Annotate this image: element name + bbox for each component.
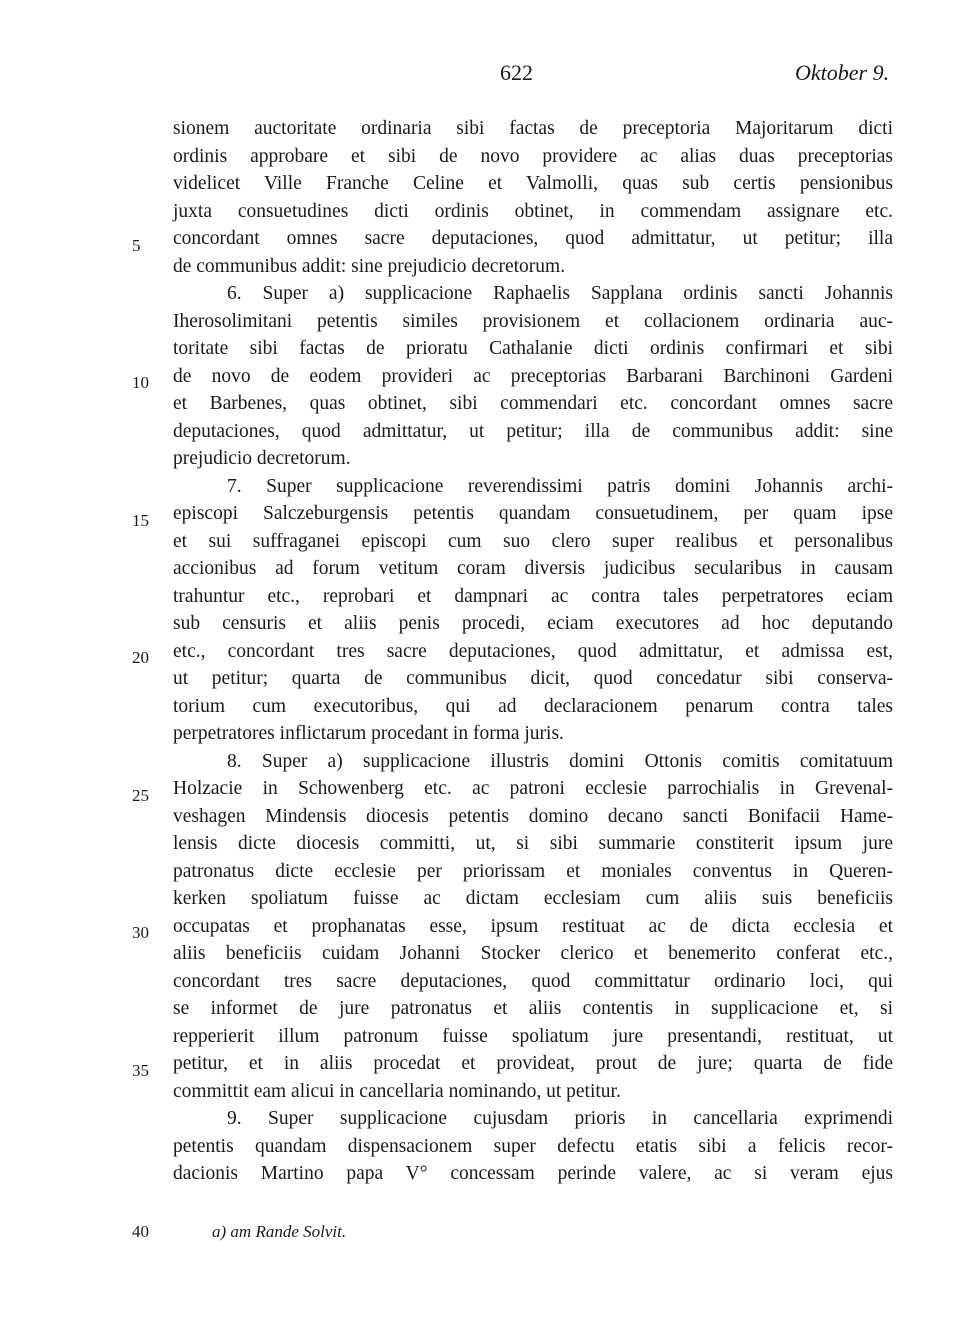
text-line: prejudicio decretorum.: [173, 448, 351, 469]
text-line: de communibus addit: sine prejudicio decretorum.: [173, 255, 566, 277]
text-line: episcopi Salczeburgensis petentis quandam consuetudinem, per quam ipse: [173, 503, 893, 524]
text-line: etc., concordant tres sacre deputaciones, quod admittatur, et admissa est,: [173, 640, 893, 662]
text-line: dacionis Martino papa V° concessam perinde valere, ac si veram ejus: [173, 1163, 893, 1184]
text-line: se informet de jure patronatus et aliis contentis in supplicacione et, si: [173, 998, 893, 1019]
text-line: deputaciones, quod admittatur, ut petitur; illa de communibus addit: sine: [173, 420, 893, 442]
line-number: 25: [132, 786, 149, 805]
text-line: concordant omnes sacre deputaciones, quod admittatur, ut petitur; illa: [173, 228, 893, 249]
text-line: torium cum executoribus, qui ad declaracionem penarum contra tales: [173, 695, 893, 717]
footnote-line-number: 40: [132, 1222, 149, 1241]
text-line: kerken spoliatum fuisse ac dictam ecclesiam cum aliis suis beneficiis: [173, 888, 893, 909]
text-line: veshagen Mindensis diocesis petentis domino decano sancti Bonifacii Hame-: [173, 805, 893, 827]
text-line: Holzacie in Schowenberg etc. ac patroni ecclesie parrochialis in Grevenal-: [173, 778, 893, 799]
body-text: [173, 115, 893, 1188]
line-number: 20: [132, 648, 149, 667]
text-line: 6. Super a) supplicacione Raphaelis Sapplana ordinis sancti Johannis: [227, 283, 893, 304]
text-line: 8. Super a) supplicacione illustris domini Ottonis comitis comitatuum: [227, 750, 893, 772]
text-line: sub censuris et aliis penis procedi, eciam executores ad hoc deputando: [173, 613, 893, 634]
text-line: perpetratores inflictarum procedant in forma juris.: [173, 723, 564, 744]
text-line: lensis dicte diocesis committi, ut, si sibi summarie constiterit ipsum jure: [173, 833, 893, 854]
line-number: 15: [132, 511, 149, 530]
text-line: trahuntur etc., reprobari et dampnari ac contra tales perpetratores eciam: [173, 585, 893, 607]
text-line: de novo de eodem provideri ac preceptorias Barbarani Barchinoni Gardeni: [173, 365, 893, 387]
text-line: Iherosolimitani petentis similes provisionem et collacionem ordinaria auc-: [173, 310, 893, 332]
text-line: repperierit illum patronum fuisse spoliatum jure presentandi, restituat, ut: [173, 1025, 893, 1047]
text-line: ordinis approbare et sibi de novo providere ac alias duas preceptorias: [173, 145, 893, 167]
text-line: sionem auctoritate ordinaria sibi factas de preceptoria Majoritarum dicti: [173, 118, 893, 139]
text-line: juxta consuetudines dicti ordinis obtinet, in commendam assignare etc.: [173, 200, 893, 222]
page-date-header: Oktober 9.: [795, 60, 890, 85]
text-line: aliis beneficiis cuidam Johanni Stocker clerico et benemerito conferat etc.,: [173, 943, 893, 964]
text-line: 7. Super supplicacione reverendissimi patris domini Johannis archi-: [227, 475, 893, 497]
text-line: petentis quandam dispensacionem super defectu etatis sibi a felicis recor-: [173, 1135, 893, 1157]
text-line: ut petitur; quarta de communibus dicit, quod concedatur sibi conserva-: [173, 668, 893, 689]
text-line: 9. Super supplicacione cujusdam prioris in cancellaria exprimendi: [227, 1108, 893, 1129]
line-number: 5: [132, 236, 141, 255]
line-number: 10: [132, 373, 149, 392]
line-number: 30: [132, 923, 149, 942]
text-line: patronatus dicte ecclesie per priorissam et moniales conventus in Queren-: [173, 860, 893, 882]
text-line: occupatas et prophanatas esse, ipsum restituat ac de dicta ecclesia et: [173, 915, 893, 937]
text-line: toritate sibi factas de prioratu Cathalanie dicti ordinis confirmari et sibi: [173, 338, 893, 359]
text-line: accionibus ad forum vetitum coram diversis judicibus secularibus in causam: [173, 558, 893, 579]
text-line: et sui suffraganei episcopi cum suo clero super realibus et personalibus: [173, 530, 893, 552]
text-line: et Barbenes, quas obtinet, sibi commendari etc. concordant omnes sacre: [173, 393, 893, 414]
text-line: videlicet Ville Franche Celine et Valmolli, quas sub certis pensionibus: [173, 173, 893, 194]
text-line: committit eam alicui in cancellaria nominando, ut petitur.: [173, 1080, 621, 1102]
footnote: a) am Rande Solvit.: [212, 1222, 347, 1241]
line-number: 35: [132, 1061, 149, 1080]
page-number: 622: [500, 60, 533, 85]
text-line: petitur, et in aliis procedat et provideat, prout de jure; quarta de fide: [173, 1053, 893, 1074]
text-line: concordant tres sacre deputaciones, quod committatur ordinario loci, qui: [173, 970, 893, 992]
